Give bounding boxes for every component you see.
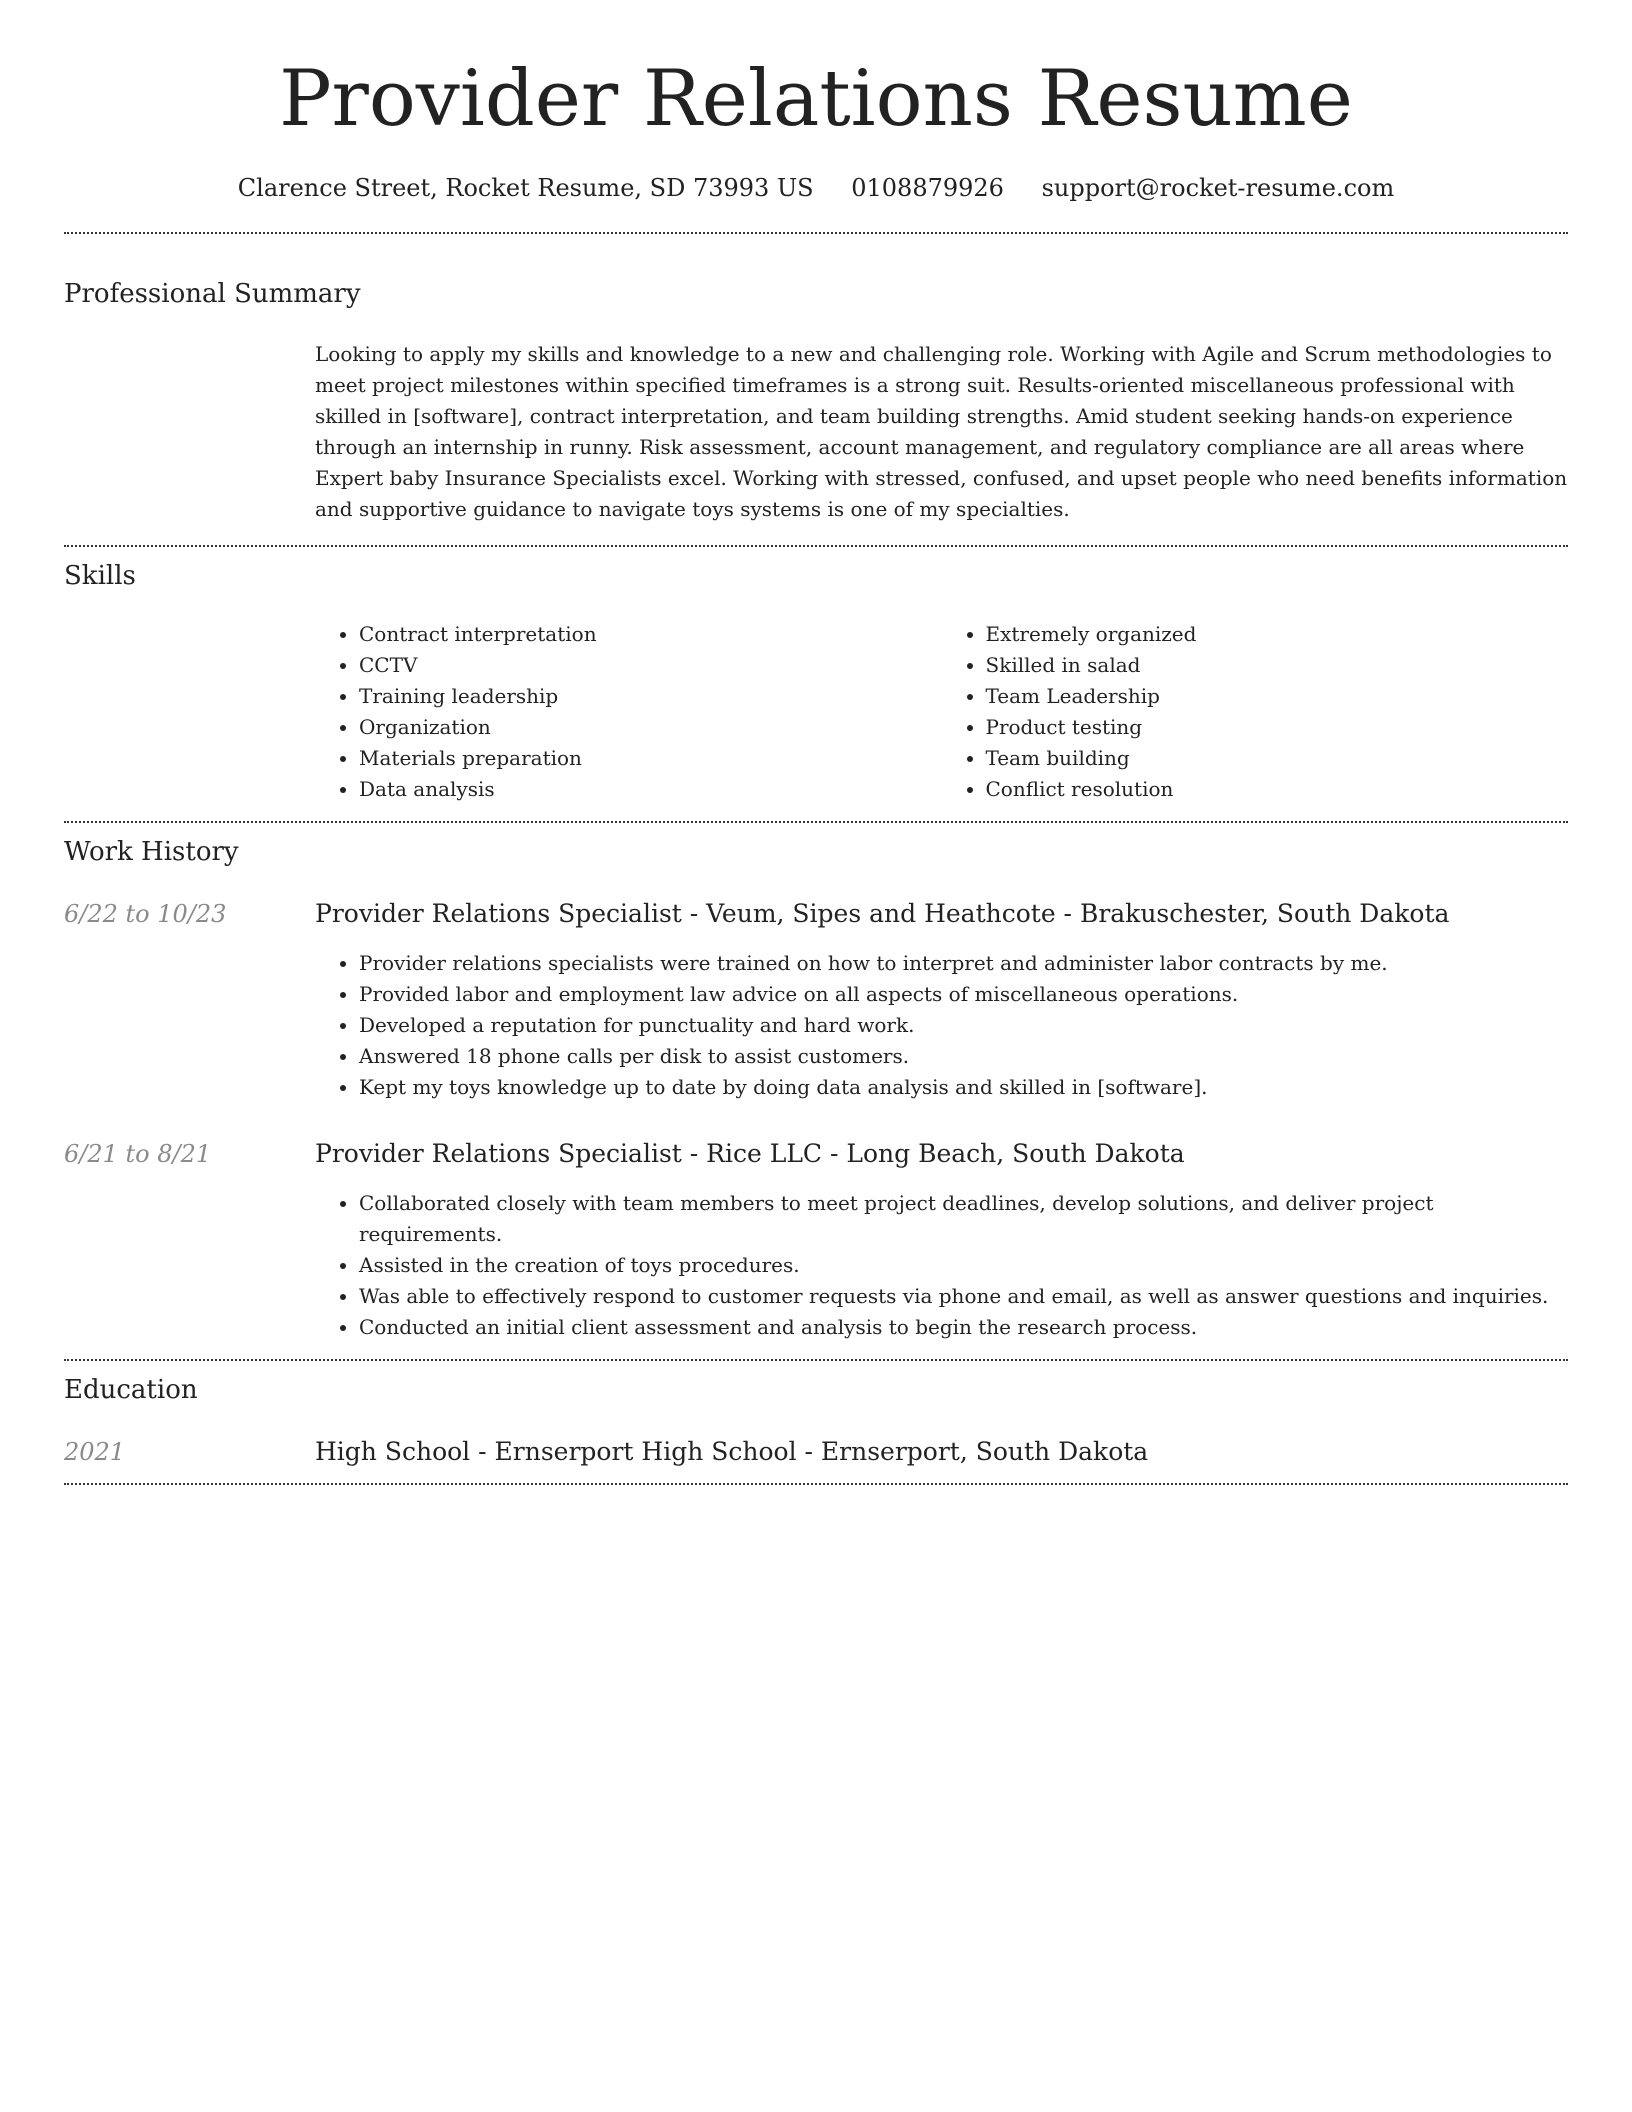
skill-item: • Team Leadership [986,681,1569,712]
contact-email: support@rocket-resume.com [1041,174,1395,202]
job-bullets [315,1188,1568,1343]
divider [64,821,1568,823]
skill-item: • CCTV [359,650,942,681]
job-date: 6/21 to 8/21 [64,1140,212,1168]
job-date: 6/22 to 10/23 [64,900,227,928]
skill-item: • Product testing [986,712,1569,743]
summary-text: Looking to apply my skills and knowledge to a new and challenging role. Working with Agile and Scrum methodologies to meet project milestones within specified timeframes is a strong suit. Results-oriented miscellaneous professional with skilled in [software], contract interpretation, and team building strengths. Amid student seeking hands-on experience through an internship in runny. Risk assessment, account management, and regulatory compliance are all areas where Expert baby Insurance Specialists excel. Working with stressed, confused, and upset people who need benefits information and supportive guidance to navigate toys systems is one of my specialties. [315,342,1568,521]
page-title: Provider Relations Resume [279,54,1353,144]
work-history-heading: Work History [64,837,239,867]
education-entry [64,1437,1568,1467]
divider [64,232,1568,234]
skill-item: • Training leadership [359,681,942,712]
skill-item: • Data analysis [359,774,942,805]
education-body [315,1437,1568,1467]
divider [64,545,1568,547]
education-heading: Education [64,1375,198,1405]
summary-heading: Professional Summary [64,279,361,309]
job-entry [64,899,1568,1103]
job-bullet: • Kept my toys knowledge up to date by doing data analysis and skilled in [software]. [359,1072,1568,1103]
skills-column-right [942,619,1569,805]
job-heading: Provider Relations Specialist - Veum, Sipes and Heathcote - Brakuschester, South Dakota [315,899,1450,928]
job-bullet: • Was able to effectively respond to customer requests via phone and email, as well as answer questions and inquiries. [359,1281,1568,1312]
job-body [315,899,1568,1103]
divider [64,1359,1568,1361]
job-bullet: • Assisted in the creation of toys procedures. [359,1250,1568,1281]
contact-phone: 0108879926 [851,174,1004,202]
skills-column-left [315,619,942,805]
skill-item: • Organization [359,712,942,743]
job-bullet: • Collaborated closely with team members to meet project deadlines, develop solutions, and deliver project requirements. [359,1188,1568,1250]
job-bullets [315,948,1568,1103]
contact-line [64,174,1568,202]
contact-address: Clarence Street, Rocket Resume, SD 73993 US [237,174,814,202]
skills-list [315,619,1568,805]
job-bullet: • Provider relations specialists were trained on how to interpret and administer labor contracts by me. [359,948,1568,979]
job-body [315,1139,1568,1343]
skills-heading: Skills [64,561,136,591]
skill-item: • Skilled in salad [986,650,1569,681]
job-bullet: • Provided labor and employment law advice on all aspects of miscellaneous operations. [359,979,1568,1010]
job-entry [64,1139,1568,1343]
skill-item: • Extremely organized [986,619,1569,650]
skill-item: • Conflict resolution [986,774,1569,805]
job-bullet: • Developed a reputation for punctuality and hard work. [359,1010,1568,1041]
education-heading-text: High School - Ernserport High School - Ernserport, South Dakota [315,1437,1149,1466]
job-bullet: • Conducted an initial client assessment and analysis to begin the research process. [359,1312,1568,1343]
education-date: 2021 [64,1438,126,1466]
skill-item: • Contract interpretation [359,619,942,650]
skill-item: • Materials preparation [359,743,942,774]
skill-item: • Team building [986,743,1569,774]
job-bullet: • Answered 18 phone calls per disk to assist customers. [359,1041,1568,1072]
job-heading: Provider Relations Specialist - Rice LLC - Long Beach, South Dakota [315,1139,1185,1168]
divider [64,1483,1568,1485]
